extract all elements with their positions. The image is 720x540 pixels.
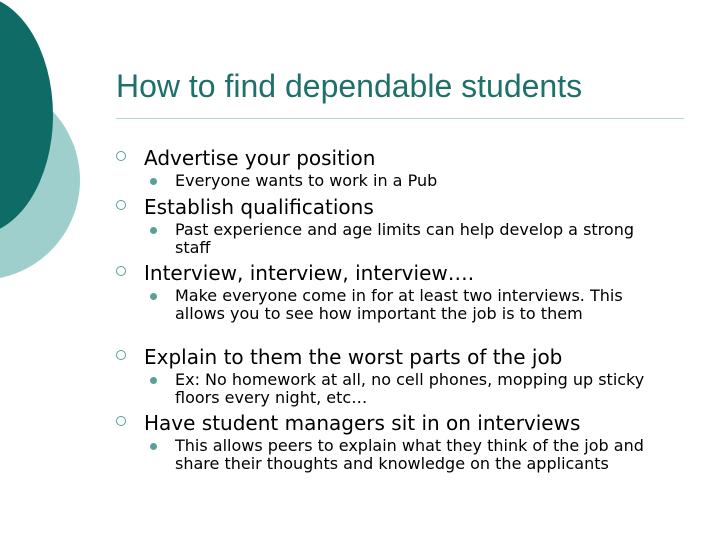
bullet-text: Interview, interview, interview…. <box>144 261 475 285</box>
filled-circle-bullet-icon <box>150 293 157 300</box>
sub-bullet-text: Past experience and age limits can help develop a strong staff <box>175 220 634 257</box>
filled-circle-bullet-icon <box>150 227 157 234</box>
sub-bullet-text: This allows peers to explain what they think of the job and share their thoughts and knowledge on the applicants <box>175 436 644 473</box>
bullet-text: Advertise your position <box>144 146 376 170</box>
sub-bullet-text: Ex: No homework at all, no cell phones, mopping up sticky floors every night, etc… <box>175 370 645 407</box>
bullet-text: Establish qualifications <box>144 195 374 219</box>
filled-circle-bullet-icon <box>150 178 157 185</box>
filled-circle-bullet-icon <box>150 443 157 450</box>
hollow-circle-bullet-icon <box>116 416 126 426</box>
bullet-text: Have student managers sit in on interviews <box>144 411 581 435</box>
sub-bullet-text: Everyone wants to work in a Pub <box>175 171 438 190</box>
hollow-circle-bullet-icon <box>116 200 126 210</box>
hollow-circle-bullet-icon <box>116 266 126 276</box>
hollow-circle-bullet-icon <box>116 151 126 161</box>
filled-circle-bullet-icon <box>150 377 157 384</box>
slide-title: How to find dependable students <box>116 68 583 104</box>
hollow-circle-bullet-icon <box>116 350 126 360</box>
sub-bullet-text: Make everyone come in for at least two interviews. This allows you to see how important the job is to them <box>175 286 623 323</box>
bullet-text: Explain to them the worst parts of the job <box>144 345 563 369</box>
